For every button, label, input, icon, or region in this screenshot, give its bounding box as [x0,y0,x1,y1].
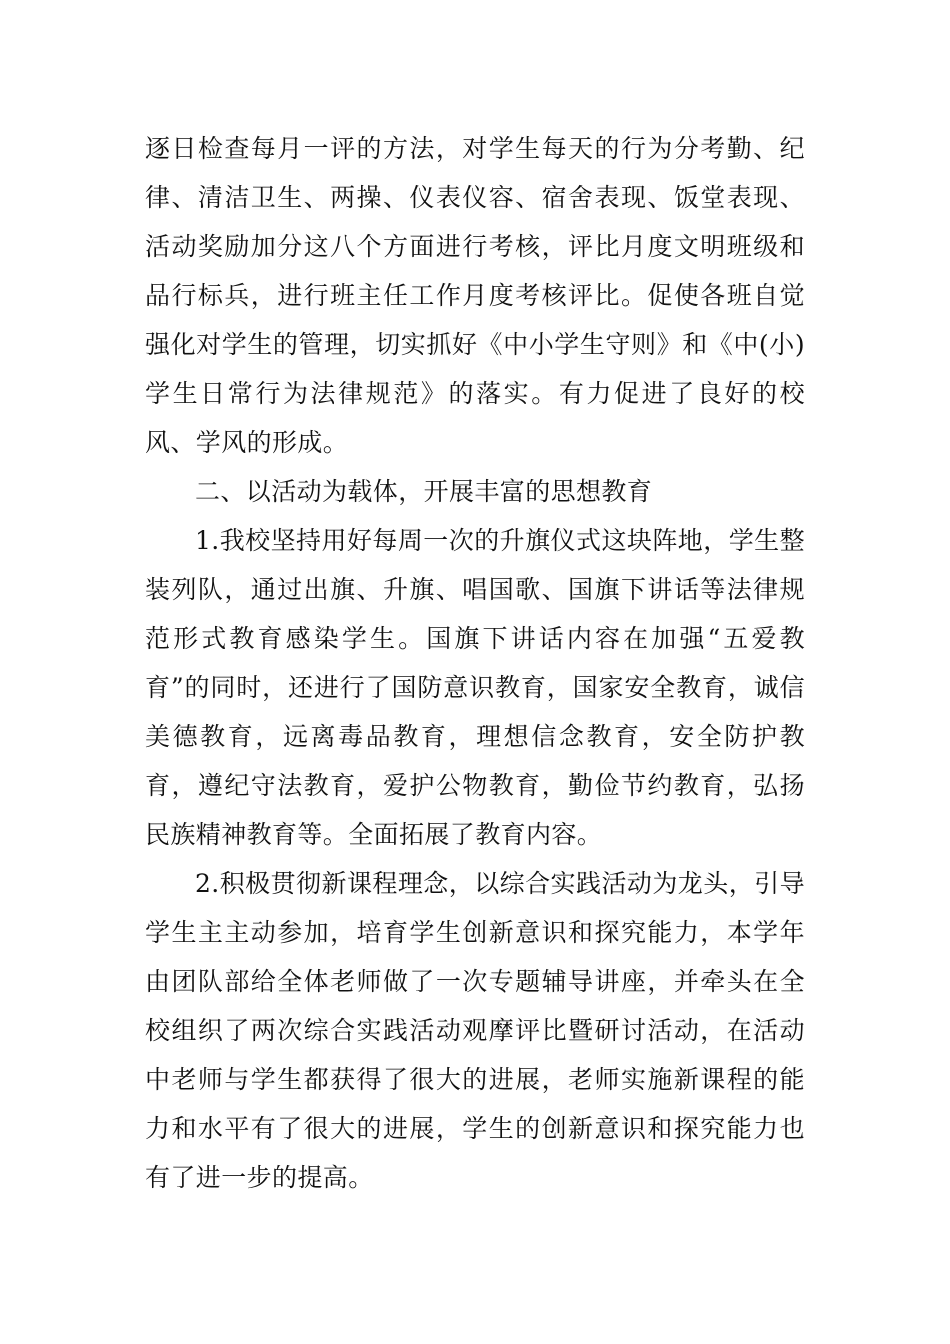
document-page [145,124,805,1202]
section-heading: 二、以活动为载体，开展丰富的思想教育 [195,477,653,506]
paragraph-continuation: 逐日检查每月一评的方法，对学生每天的行为分考勤、纪律、清洁卫生、两操、仪表仪容、宿舍表现、饭堂表现、活动奖励加分这八个方面进行考核，评比月度文明班级和品行标兵，进行班主任工作月度考核评比。促使各班自觉强化对学生的管理，切实抓好《中小学生守则》和《中(小)学生日常行为法律规范》的落实。有力促进了良好的校风、学风的形成。 [145,134,805,457]
paragraph-item-2: 2.积极贯彻新课程理念，以综合实践活动为龙头，引导学生主主动参加，培育学生创新意识和探究能力，本学年由团队部给全体老师做了一次专题辅导讲座，并牵头在全校组织了两次综合实践活动观摩评比暨研讨活动，在活动中老师与学生都获得了很大的进展，老师实施新课程的能力和水平有了很大的进展，学生的创新意识和探究能力也有了进一步的提高。 [145,869,805,1192]
paragraph-item-1: 1.我校坚持用好每周一次的升旗仪式这块阵地，学生整装列队，通过出旗、升旗、唱国歌、国旗下讲话等法律规范形式教育感染学生。国旗下讲话内容在加强“五爱教育”的同时，还进行了国防意识教育，国家安全教育，诚信美德教育，远离毒品教育，理想信念教育，安全防护教育，遵纪守法教育，爱护公物教育，勤俭节约教育，弘扬民族精神教育等。全面拓展了教育内容。 [145,526,805,849]
